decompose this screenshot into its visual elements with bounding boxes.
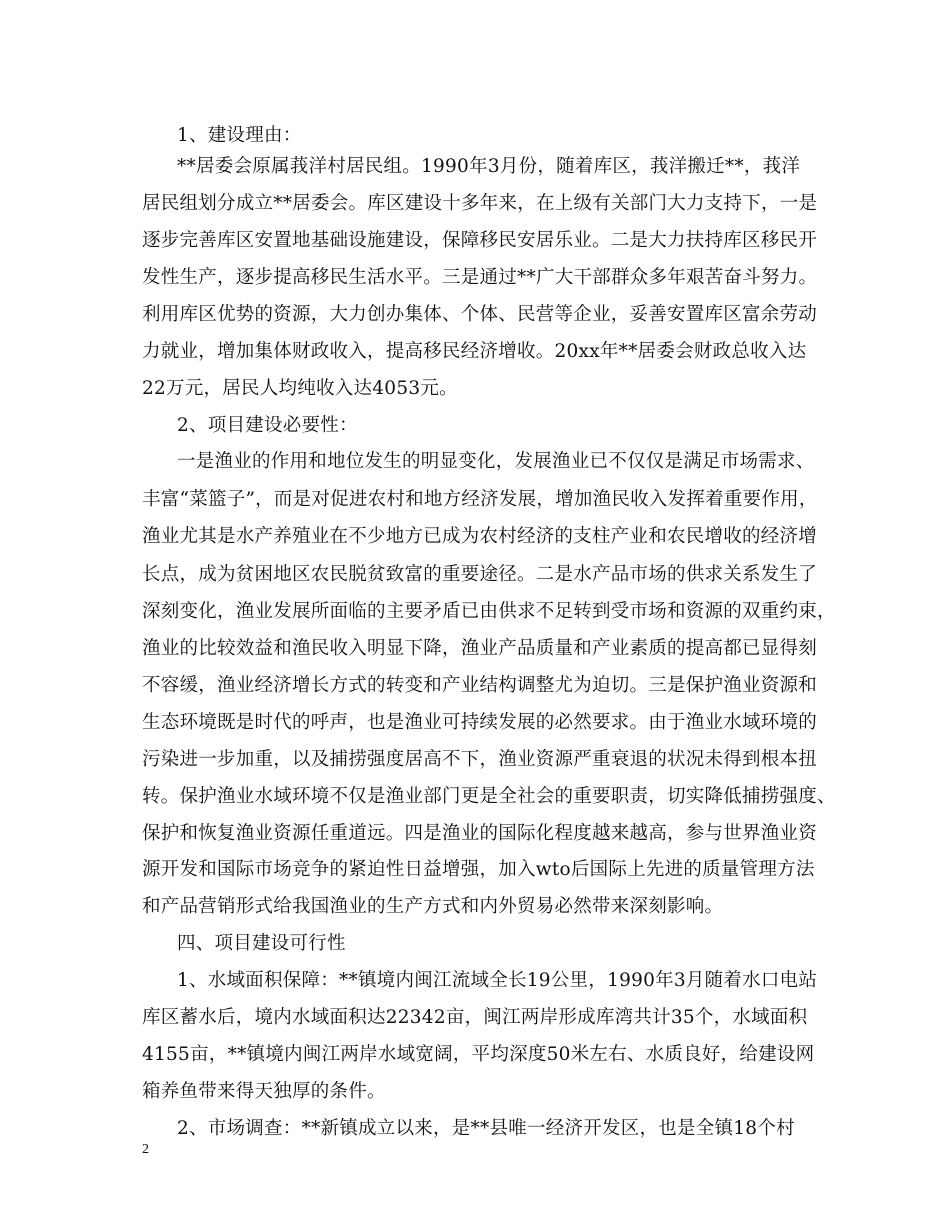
text-line: 丰富“菜篮子”，而是对促进农村和地方经济发展，增加渔民收入发挥着重要作用， bbox=[142, 489, 818, 510]
text-line: 转。保护渔业水域环境不仅是渔业部门更是全社会的重要职责，切实降低捕捞强度、 bbox=[142, 786, 836, 807]
text-line: 一是渔业的作用和地位发生的明显变化，发展渔业已不仅仅是满足市场需求、 bbox=[177, 451, 815, 472]
text-line: 渔业的比较效益和渔民收入明显下降，渔业产品质量和产业素质的提高都已显得刻 bbox=[142, 638, 818, 659]
text-line: 利用库区优势的资源，大力创办集体、个体、民营等企业，妥善安置库区富余劳动 bbox=[142, 304, 818, 325]
text-line: 1、建设理由： bbox=[177, 125, 302, 146]
text-line: 逐步完善库区安置地基础设施建设，保障移民安居乐业。二是大力扶持库区移民开 bbox=[142, 230, 818, 251]
text-line: 不容缓，渔业经济增长方式的转变和产业结构调整尤为迫切。三是保护渔业资源和 bbox=[142, 675, 818, 696]
text-line: 2、市场调查：**新镇成立以来，是**县唯一经济开发区，也是全镇18个村 bbox=[177, 1118, 795, 1139]
text-line: 4155亩，**镇境内闽江两岸水域宽阔，平均深度50米左右、水质良好，给建设网 bbox=[142, 1044, 815, 1065]
text-line: 渔业尤其是水产养殖业在不少地方已成为农村经济的支柱产业和农民增收的经济增 bbox=[142, 526, 818, 547]
text-line: 箱养鱼带来得天独厚的条件。 bbox=[142, 1081, 386, 1102]
text-line: 源开发和国际市场竞争的紧迫性日益增强，加入wto后国际上先进的质量管理方法 bbox=[142, 859, 815, 880]
text-line: 深刻变化，渔业发展所面临的主要矛盾已由供求不足转到受市场和资源的双重约束， bbox=[142, 601, 836, 622]
text-line: 和产品营销形式给我国渔业的生产方式和内外贸易必然带来深刻影响。 bbox=[142, 896, 724, 917]
text-line: 居民组划分成立**居委会。库区建设十多年来，在上级有关部门大力支持下，一是 bbox=[142, 193, 818, 214]
text-line: 库区蓄水后，境内水域面积达22342亩，闽江两岸形成库湾共计35个，水域面积 bbox=[142, 1007, 808, 1028]
page-number: 2 bbox=[142, 1142, 149, 1157]
text-line: 长点，成为贫困地区农民脱贫致富的重要途径。二是水产品市场的供求关系发生了 bbox=[142, 564, 818, 585]
text-line: 2、项目建设必要性： bbox=[177, 415, 358, 436]
text-line: 污染进一步加重，以及捕捞强度居高不下，渔业资源严重衰退的状况未得到根本扭 bbox=[142, 749, 818, 770]
text-line: 四、项目建设可行性 bbox=[177, 933, 346, 954]
text-line: **居委会原属莪洋村居民组。1990年3月份，随着库区，莪洋搬迁**，莪洋 bbox=[177, 156, 801, 177]
text-line: 保护和恢复渔业资源任重道远。四是渔业的国际化程度越来越高，参与世界渔业资 bbox=[142, 823, 818, 844]
text-line: 力就业，增加集体财政收入，提高移民经济增收。20xx年**居委会财政总收入达 bbox=[142, 341, 807, 362]
text-line: 发性生产，逐步提高移民生活水平。三是通过**广大干部群众多年艰苦奋斗努力。 bbox=[142, 267, 818, 288]
text-line: 1、水域面积保障：**镇境内闽江流域全长19公里，1990年3月随着水口电站 bbox=[177, 970, 818, 991]
text-line: 生态环境既是时代的呼声，也是渔业可持续发展的必然要求。由于渔业水域环境的 bbox=[142, 712, 818, 733]
text-line: 22万元，居民人均纯收入达4053元。 bbox=[142, 378, 458, 399]
